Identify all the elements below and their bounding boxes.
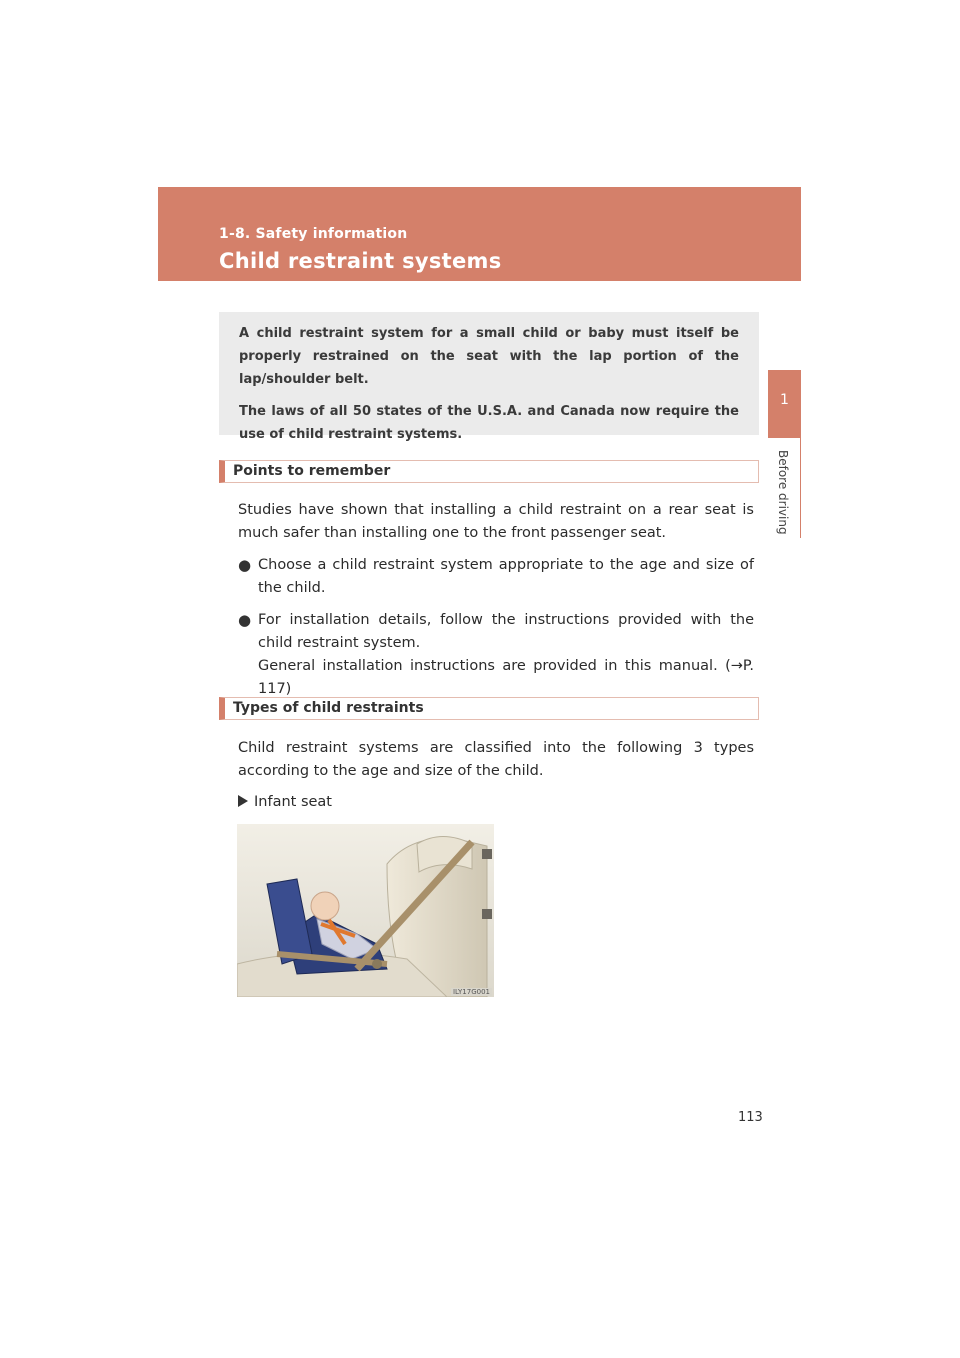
body-paragraph: Child restraint systems are classified into the following 3 types according to the age and size of the child. xyxy=(238,740,754,779)
intro-paragraph: The laws of all 50 states of the U.S.A. and Canada now require the use of child restraint systems. xyxy=(239,404,739,442)
body-paragraph: Studies have shown that installing a child restraint on a rear seat is much safer than installing one to the front passenger seat. xyxy=(238,502,754,541)
page-number: 113 xyxy=(738,1110,763,1125)
intro-paragraph: A child restraint system for a small child or baby must itself be properly restrained on the seat with the lap portion of the lap/shoulder belt. xyxy=(239,326,739,387)
list-item-infant-seat xyxy=(238,791,332,814)
chapter-tab-number: 1 xyxy=(780,392,789,408)
bullet-text: For installation details, follow the instructions provided with the child restraint system. xyxy=(258,612,754,651)
page-title: Child restraint systems xyxy=(219,249,502,273)
subheading-types-of-child-restraints: Types of child restraints xyxy=(219,697,759,720)
bullet-text: Choose a child restraint system appropriate to the age and size of the child. xyxy=(258,557,754,596)
bullet-item xyxy=(238,609,754,701)
chapter-tab[interactable] xyxy=(768,370,801,438)
bullet-dot-icon: ● xyxy=(238,556,252,574)
section-label: 1-8. Safety information xyxy=(219,226,408,242)
chapter-tab-rule xyxy=(800,438,801,538)
infant-seat-illustration xyxy=(237,824,494,997)
bullet-dot-icon: ● xyxy=(238,611,252,629)
bullet-item xyxy=(238,554,754,600)
list-item-label: Infant seat xyxy=(254,794,332,810)
subheading-points-to-remember: Points to remember xyxy=(219,460,759,483)
infant-seat-drawing xyxy=(237,824,494,997)
bullet-subtext[interactable]: General installation instructions are provided in this manual. (→P. 117) xyxy=(258,658,754,697)
triangle-right-icon xyxy=(238,795,248,807)
illustration-code: ILY17G001 xyxy=(452,988,490,996)
intro-box xyxy=(219,312,759,442)
chapter-label: Before driving xyxy=(776,450,790,535)
